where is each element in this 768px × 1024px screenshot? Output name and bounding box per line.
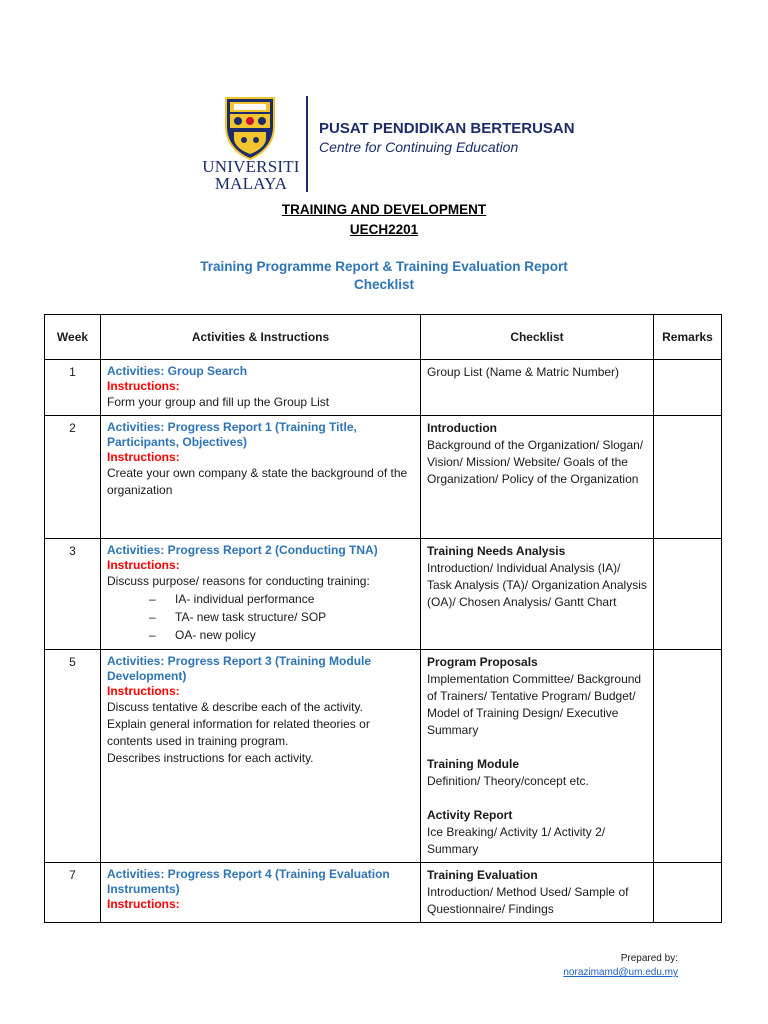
list-item: – IA- individual performance [149, 590, 414, 608]
checklist-text: Introduction/ Method Used/ Sample of Questionnaire/ Findings [427, 885, 629, 916]
instructions-label: Instructions: [107, 450, 180, 464]
checklist-cell [421, 650, 654, 863]
instruction-text: Explain general information for related theories or contents used in training program. [107, 717, 370, 748]
instructions-label: Instructions: [107, 379, 180, 393]
header-divider [306, 96, 308, 192]
checklist-text: Implementation Committee/ Background of Trainers/ Tentative Program/ Budget/ Model of Training Design/ Executive Summary [427, 672, 642, 737]
university-name-line1: UNIVERSITI [202, 157, 300, 176]
checklist-heading: Program Proposals [427, 655, 538, 669]
footer [563, 952, 678, 980]
week-cell: 3 [45, 539, 101, 650]
prepared-by-label: Prepared by: [620, 953, 678, 964]
checklist-cell [421, 360, 654, 416]
remarks-cell [654, 650, 722, 863]
checklist-text: Group List (Name & Matric Number) [427, 365, 620, 379]
table-row [45, 360, 722, 416]
instructions-label: Instructions: [107, 897, 180, 911]
instructions-label: Instructions: [107, 684, 180, 698]
list-item: – TA- new task structure/ SOP [149, 608, 414, 626]
report-title-line2: Checklist [353, 277, 415, 292]
centre-title: PUSAT PENDIDIKAN BERTERUSAN [319, 120, 575, 137]
checklist-text: Ice Breaking/ Activity 1/ Activity 2/ Summary [427, 825, 606, 856]
author-email-link[interactable]: norazimamd@um.edu.my [563, 967, 678, 978]
checklist-heading: Introduction [427, 421, 497, 435]
activity-title: Activities: Progress Report 4 (Training Evaluation Instruments) [107, 867, 390, 896]
checklist-text: Definition/ Theory/concept etc. [427, 774, 589, 788]
instruction-text: Form your group and fill up the Group List [107, 395, 330, 409]
remarks-cell [654, 360, 722, 416]
instructions-label: Instructions: [107, 558, 180, 572]
course-title: TRAINING AND DEVELOPMENT [281, 202, 487, 217]
instruction-text: Discuss tentative & describe each of the activity. [107, 700, 363, 714]
activity-title: Activities: Progress Report 1 (Training Title, Participants, Objectives) [107, 420, 357, 449]
checklist-heading: Training Module [427, 757, 519, 771]
table-row [45, 416, 722, 539]
report-title-line1: Training Programme Report & Training Evaluation Report [200, 259, 568, 274]
table-header-row [45, 315, 722, 360]
week-cell: 1 [45, 360, 101, 416]
activity-cell [101, 863, 421, 923]
university-name [196, 158, 306, 192]
activity-cell [101, 650, 421, 863]
checklist-cell [421, 539, 654, 650]
checklist-heading: Training Needs Analysis [427, 544, 566, 558]
week-cell: 5 [45, 650, 101, 863]
activity-cell [101, 539, 421, 650]
activity-title: Activities: Progress Report 3 (Training Module Development) [107, 654, 372, 683]
header-remarks: Remarks [654, 315, 722, 360]
list-item: – OA- new policy [149, 626, 414, 644]
checklist-cell [421, 863, 654, 923]
checklist-heading: Activity Report [427, 808, 513, 822]
checklist-table [44, 314, 722, 923]
activity-title: Activities: Group Search [107, 364, 248, 378]
remarks-cell [654, 863, 722, 923]
checklist-text: Introduction/ Individual Analysis (IA)/ Task Analysis (TA)/ Organization Analysis (OA)/ Chosen Analysis/ Gantt Chart [427, 561, 647, 609]
spacer [427, 790, 647, 807]
course-code: UECH2201 [349, 222, 419, 237]
table-row [45, 863, 722, 923]
header-logo-block [196, 92, 616, 196]
checklist-cell [421, 416, 654, 539]
week-cell: 7 [45, 863, 101, 923]
checklist-heading: Training Evaluation [427, 868, 538, 882]
remarks-cell [654, 539, 722, 650]
week-cell: 2 [45, 416, 101, 539]
header-activities: Activities & Instructions [101, 315, 421, 360]
table-row [45, 539, 722, 650]
instruction-bullet-list [149, 590, 414, 644]
activity-title: Activities: Progress Report 2 (Conducting TNA) [107, 543, 378, 557]
centre-subtitle: Centre for Continuing Education [319, 139, 519, 155]
instruction-text: Create your own company & state the background of the organization [107, 466, 408, 497]
header-checklist: Checklist [421, 315, 654, 360]
remarks-cell [654, 416, 722, 539]
university-name-line2: MALAYA [214, 174, 288, 193]
activity-cell [101, 360, 421, 416]
header-week: Week [45, 315, 101, 360]
university-crest-icon [224, 96, 276, 160]
spacer [427, 739, 647, 756]
table-row [45, 650, 722, 863]
instruction-text: Describes instructions for each activity. [107, 751, 314, 765]
checklist-text: Background of the Organization/ Slogan/ Vision/ Mission/ Website/ Goals of the Organization/ Policy of the Organization [427, 438, 644, 486]
instruction-text: Discuss purpose/ reasons for conducting training: [107, 574, 370, 588]
activity-cell [101, 416, 421, 539]
